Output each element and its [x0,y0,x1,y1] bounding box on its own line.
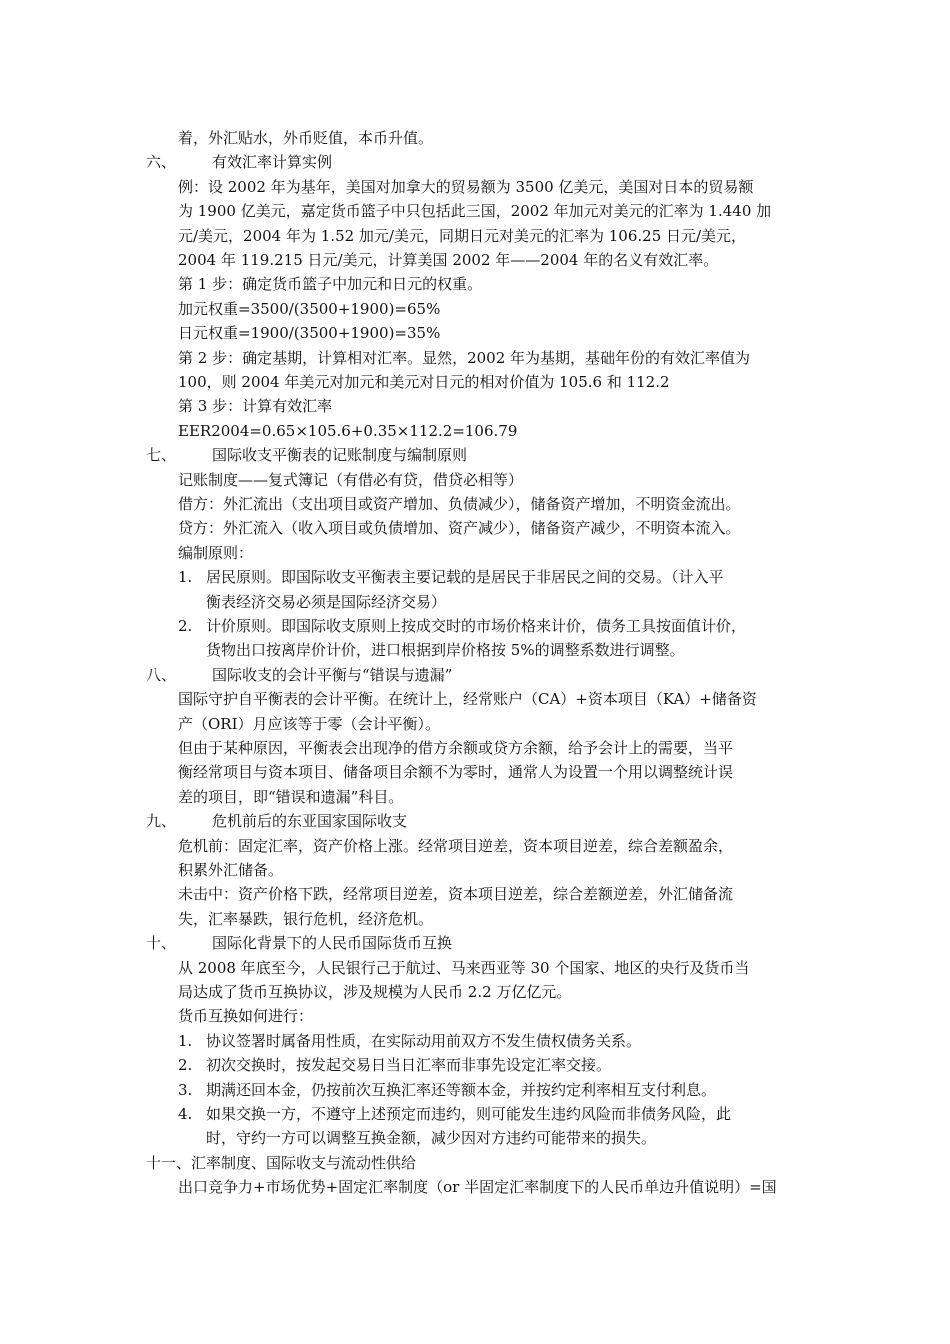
list-item-continuation: 货物出口按离岸价计价，进口根据到岸价格按 5%的调整系数进行调整。 [206,641,685,659]
list-item [178,1079,716,1101]
paragraph-line: 积累外汇储备。 [178,861,284,879]
paragraph-line: 出口竞争力+市场优势+固定汇率制度（or 半固定汇率制度下的人民币单边升值说明）=国 [178,1178,777,1196]
section-number: 十、 [146,934,177,952]
paragraph-line: 编制原则： [178,544,254,562]
paragraph-line: 为 1900 亿美元，嘉定货币篮子中只包括此三国，2002 年加元对美元的汇率为 1.440 加 [178,202,772,220]
section-number: 九、 [146,812,177,830]
section-heading [146,810,407,832]
paragraph-line: 衡经常项目与资本项目、储备项目余额不为零时，通常人为设置一个用以调整统计误 [178,763,734,781]
list-number: 3. [178,1081,193,1099]
list-number: 2. [178,617,193,635]
paragraph-line: 2004 年 119.215 日元/美元，计算美国 2002 年——2004 年的名义有效汇率。 [178,251,719,269]
paragraph-line: EER2004=0.65×105.6+0.35×112.2=106.79 [178,422,518,440]
list-text: 协议签署时属备用性质，在实际动用前双方不发生债权债务关系。 [206,1032,642,1050]
paragraph-line: 加元权重=3500/(3500+1900)=65% [178,300,441,318]
paragraph-line: 失，汇率暴跌，银行危机，经济危机。 [178,910,434,928]
paragraph-line: 从 2008 年底至今，人民银行己于航过、马来西亚等 30 个国家、地区的央行及货币当 [178,959,750,977]
paragraph-line: 国际守护自平衡表的会计平衡。在统计上，经常账户（CA）+资本项目（KA）+储备资 [178,690,757,708]
section-title: 国际化背景下的人民币国际货币互换 [212,934,453,952]
list-text: 期满还回本金，仍按前次互换汇率还等额本金，并按约定利率相互支付利息。 [206,1081,717,1099]
paragraph-line: 但由于某种原因，平衡表会出现净的借方余额或贷方余额，给予会计上的需要，当平 [178,739,734,757]
list-item [178,566,724,588]
list-item [178,1030,641,1052]
list-item [178,615,746,637]
section-number: 六、 [146,153,177,171]
section-title: 国际收支平衡表的记账制度与编制原则 [212,446,468,464]
section-title: 危机前后的东亚国家国际收支 [212,812,408,830]
list-item [178,1103,731,1125]
section-number: 八、 [146,666,177,684]
list-text: 初次交换时，按发起交易日当日汇率而非事先设定汇率交接。 [206,1056,612,1074]
list-text: 居民原则。即国际收支平衡表主要记载的是居民于非居民之间的交易。（计入平 [206,568,724,586]
section-number: 十一、 [146,1154,192,1172]
section-title: 有效汇率计算实例 [212,153,333,171]
section-heading [146,1152,416,1174]
paragraph-line: 货币互换如何进行： [178,1007,314,1025]
list-number: 1. [178,568,193,586]
list-number: 2. [178,1056,193,1074]
paragraph-line: 记账制度——复式簿记（有借必有贷，借贷必相等） [178,471,524,489]
section-heading [146,932,452,954]
paragraph-line: 产（ORI）月应该等于零（会计平衡）。 [178,715,441,733]
paragraph-line: 100，则 2004 年美元对加元和美元对日元的相对价值为 105.6 和 112.2 [178,373,670,391]
list-number: 4. [178,1105,193,1123]
paragraph-line: 例：设 2002 年为基年，美国对加拿大的贸易额为 3500 亿美元，美国对日本的贸易额 [178,178,754,196]
paragraph-line: 危机前：固定汇率，资产价格上涨。经常项目逆差，资本项目逆差，综合差额盈余， [178,837,734,855]
list-item [178,1054,611,1076]
section-heading [146,444,467,466]
paragraph-line: 第 3 步：计算有效汇率 [178,397,333,415]
paragraph-line: 日元权重=1900/(3500+1900)=35% [178,324,441,342]
section-title: 汇率制度、国际收支与流动性供给 [191,1154,417,1172]
list-item-continuation: 时，守约一方可以调整互换金额，减少因对方违约可能带来的损失。 [206,1129,657,1147]
list-text: 计价原则。即国际收支原则上按成交时的市场价格来计价，债务工具按面值计价， [206,617,747,635]
paragraph-line: 局达成了货币互换协议，涉及规模为人民币 2.2 万亿亿元。 [178,983,572,1001]
paragraph-line: 元/美元，2004 年为 1.52 加元/美元，同期日元对美元的汇率为 106.25 日元/美元， [178,227,747,245]
section-title: 国际收支的会计平衡与“错误与遗漏” [212,666,453,684]
paragraph-line: 第 2 步：确定基期，计算相对汇率。显然，2002 年为基期，基础年份的有效汇率值为 [178,349,751,367]
paragraph-line: 着，外汇贴水，外币贬值，本币升值。 [178,129,434,147]
section-heading [146,151,332,173]
list-text: 如果交换一方，不遵守上述预定而违约，则可能发生违约风险而非债务风险，此 [206,1105,732,1123]
paragraph-line: 贷方：外汇流入（收入项目或负债增加、资产减少），储备资产减少，不明资本流入。 [178,519,741,537]
section-heading [146,664,452,686]
paragraph-line: 未击中：资产价格下跌，经常项目逆差，资本项目逆差，综合差额逆差，外汇储备流 [178,885,734,903]
paragraph-line: 差的项目，即“错误和遗漏”科目。 [178,788,404,806]
list-item-continuation: 衡表经济交易必须是国际经济交易） [206,593,447,611]
paragraph-line: 第 1 步：确定货币篮子中加元和日元的权重。 [178,275,483,293]
paragraph-line: 借方：外汇流出（支出项目或资产增加、负债减少），储备资产增加，不明资金流出。 [178,495,741,513]
section-number: 七、 [146,446,177,464]
list-number: 1. [178,1032,193,1050]
